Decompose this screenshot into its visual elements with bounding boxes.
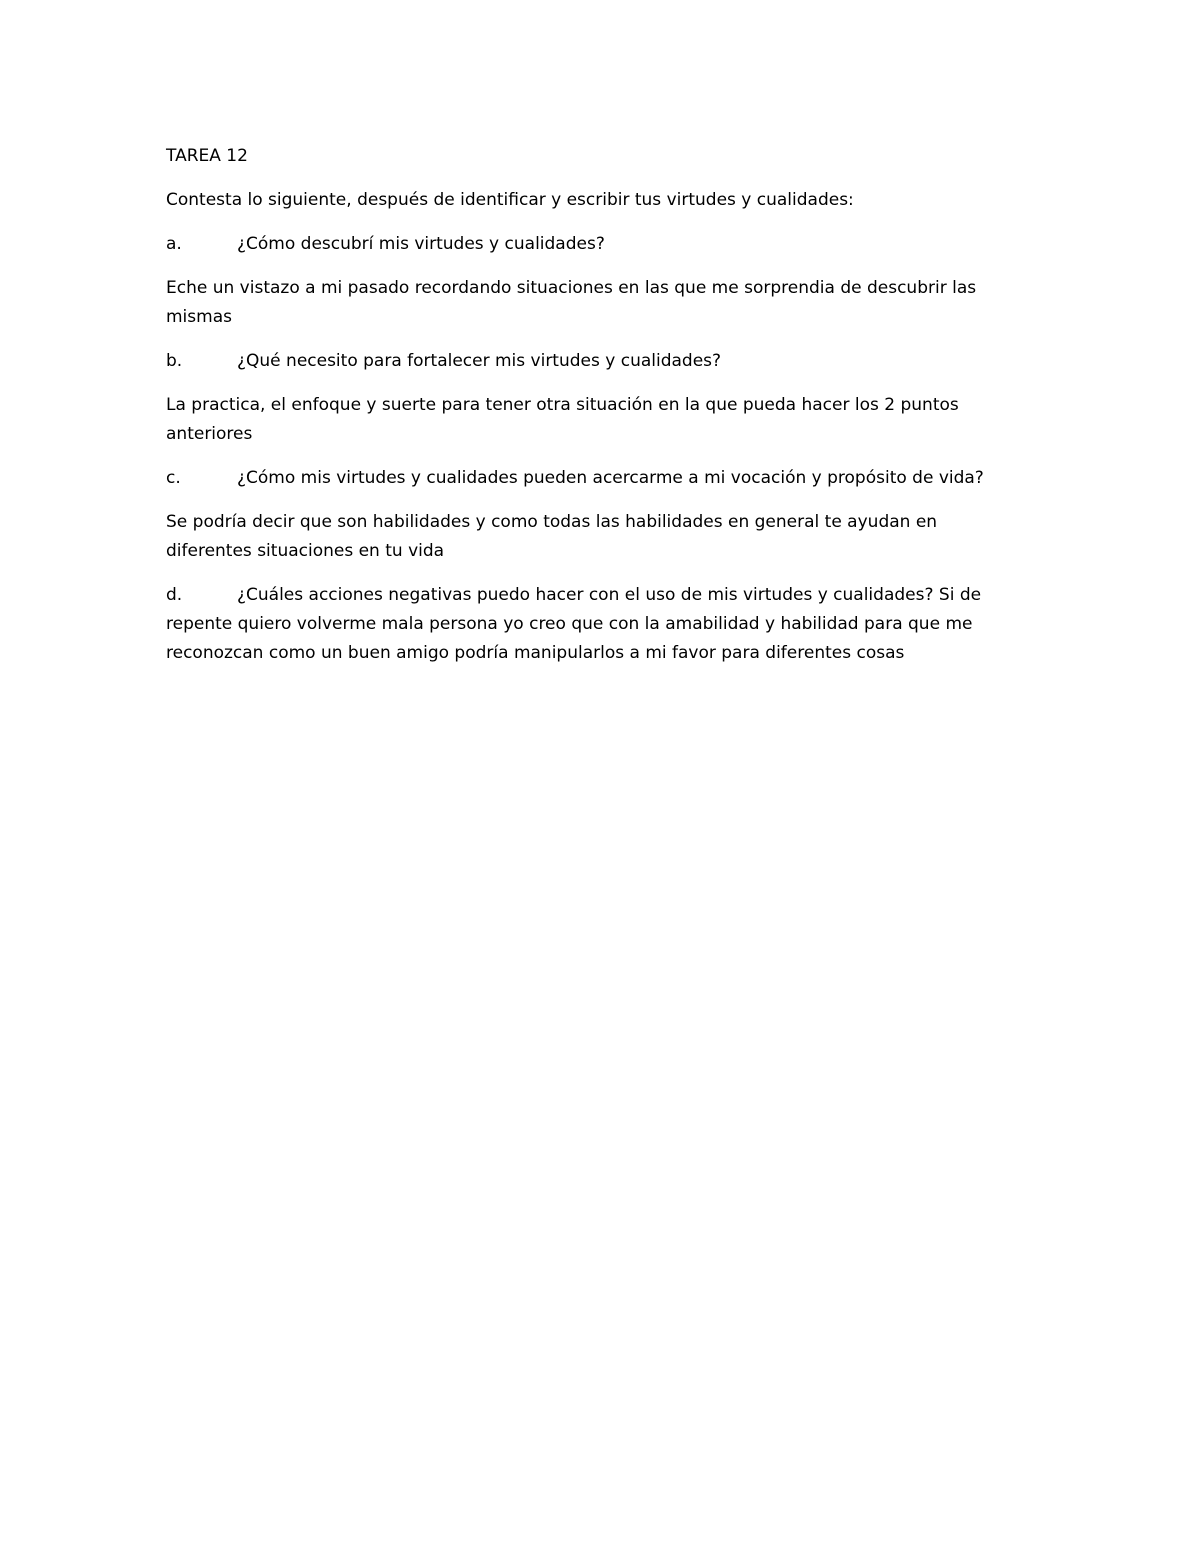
document-page [166, 142, 1026, 683]
question-text: ¿Qué necesito para fortalecer mis virtudes y cualidades? [237, 351, 722, 371]
answer-a: Eche un vistazo a mi pasado recordando situaciones en las que me sorprendia de descubrir las mismas [166, 278, 977, 327]
document-intro: Contesta lo siguiente, después de identificar y escribir tus virtudes y cualidades: [166, 190, 854, 210]
answer-c: Se podría decir que son habilidades y como todas las habilidades en general te ayudan en diferentes situaciones en tu vida [166, 512, 938, 561]
question-text: ¿Cómo mis virtudes y cualidades pueden acercarme a mi vocación y propósito de vida? [237, 468, 984, 488]
question-letter: a. [166, 234, 182, 254]
question-d [166, 581, 1026, 668]
question-text: ¿Cómo descubrí mis virtudes y cualidades? [237, 234, 605, 254]
question-c [166, 464, 1026, 493]
question-b [166, 347, 1026, 376]
question-letter: c. [166, 468, 181, 488]
question-letter: b. [166, 351, 183, 371]
answer-b: La practica, el enfoque y suerte para tener otra situación en la que pueda hacer los 2 puntos anteriores [166, 395, 959, 444]
document-title: TAREA 12 [166, 146, 248, 166]
question-text: ¿Cuáles acciones negativas puedo hacer con el uso de mis virtudes y cualidades? [237, 585, 934, 605]
answer-d: Si de repente quiero volverme mala persona yo creo que con la amabilidad y habilidad para que me reconozcan como un buen amigo podría manipularlos a mi favor para diferentes cosas [166, 585, 982, 663]
question-a [166, 230, 1026, 259]
question-letter: d. [166, 585, 183, 605]
